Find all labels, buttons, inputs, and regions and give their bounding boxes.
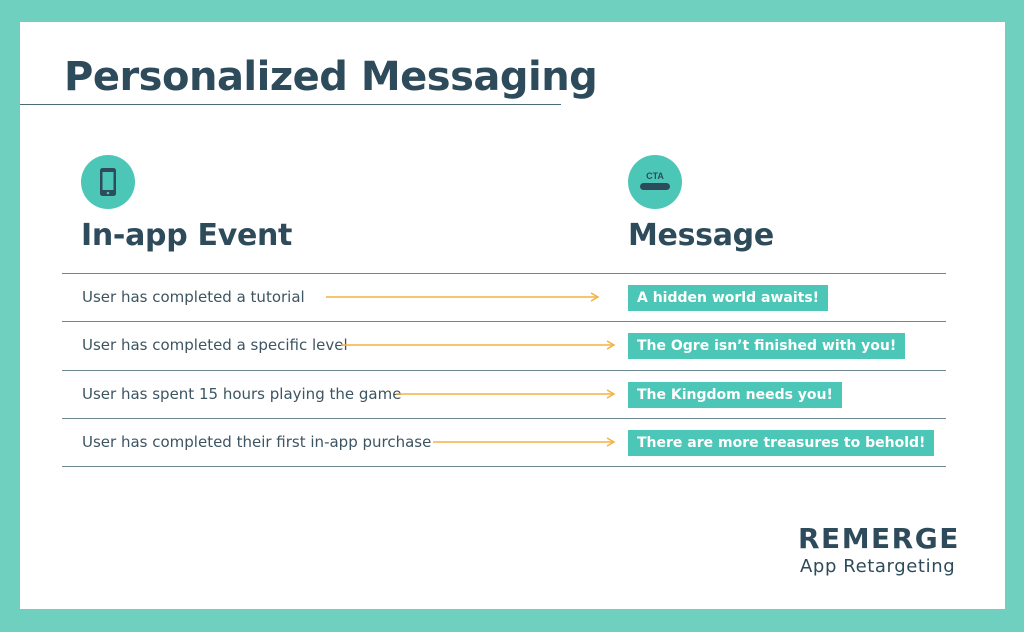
arrow-right-icon: [396, 388, 618, 400]
row-divider: [62, 370, 946, 371]
event-column-header: In-app Event: [81, 218, 293, 253]
message-badge: There are more treasures to behold!: [628, 430, 934, 456]
event-text: User has completed their first in-app purchase: [82, 433, 432, 451]
arrow-right-icon: [433, 436, 618, 448]
event-text: User has completed a specific level: [82, 336, 348, 354]
event-text: User has spent 15 hours playing the game: [82, 385, 402, 403]
arrow-right-icon: [326, 291, 602, 303]
row-divider: [62, 321, 946, 322]
row-divider: [62, 466, 946, 467]
message-badge: The Ogre isn’t finished with you!: [628, 333, 905, 359]
arrow-right-icon: [341, 339, 619, 351]
logo-tagline: App Retargeting: [800, 556, 956, 577]
infographic-card: [20, 22, 1005, 609]
remerge-logo: REMERGE: [798, 522, 960, 555]
row-divider: [62, 418, 946, 419]
cta-icon-label: CTA: [646, 171, 664, 181]
message-column-header: Message: [628, 218, 774, 253]
row-divider: [62, 273, 946, 274]
event-text: User has completed a tutorial: [82, 288, 305, 306]
message-badge: The Kingdom needs you!: [628, 382, 842, 408]
smartphone-icon: [81, 155, 135, 209]
page-title: Personalized Messaging: [64, 54, 598, 100]
title-underline: [20, 104, 561, 105]
cta-button-icon: [628, 155, 682, 209]
message-badge: A hidden world awaits!: [628, 285, 828, 311]
